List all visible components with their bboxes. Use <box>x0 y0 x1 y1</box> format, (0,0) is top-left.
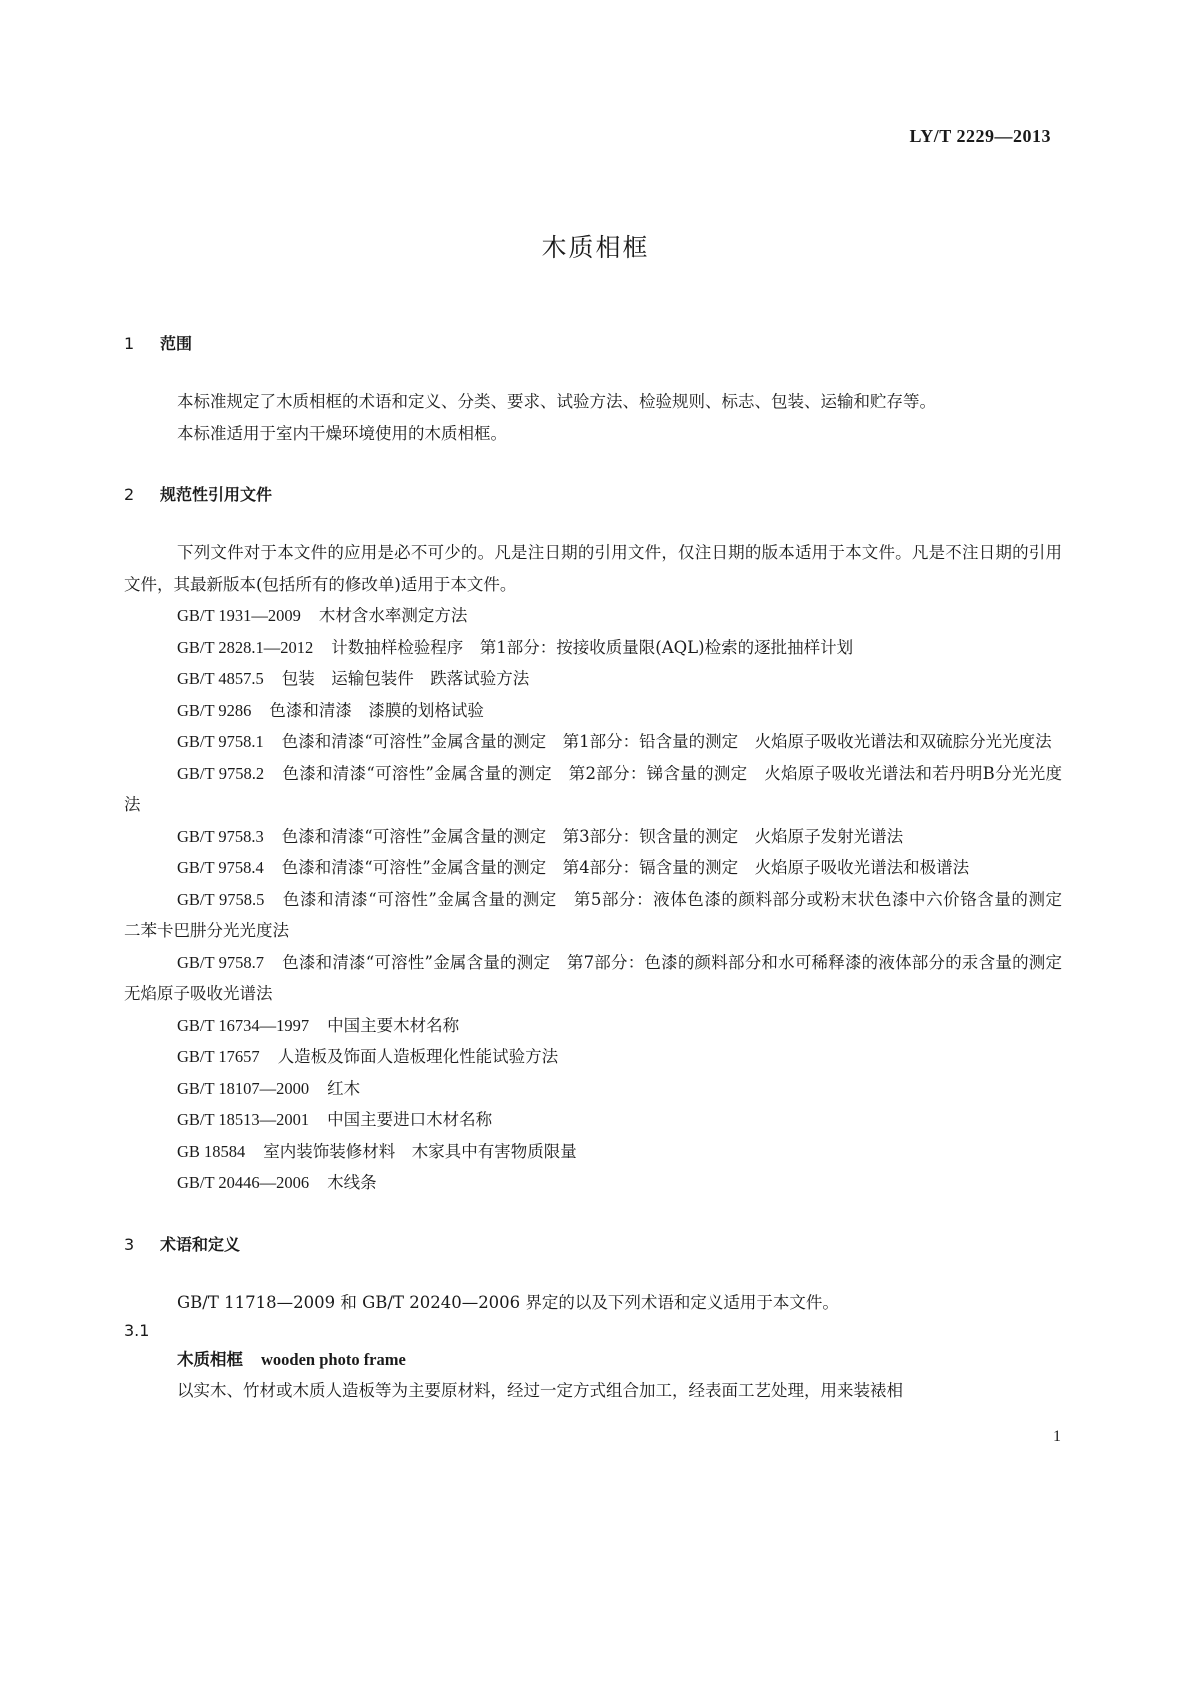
reference-item <box>124 947 1079 1010</box>
term-name <box>124 1344 1062 1375</box>
section-3-number: 3 <box>124 1234 135 1254</box>
reference-item <box>124 1136 1062 1168</box>
reference-item <box>124 600 1062 632</box>
term-name-en: wooden photo frame <box>261 1350 406 1369</box>
references-intro: 下列文件对于本文件的应用是必不可少的。凡是注日期的引用文件，仅注日期的版本适用于本文件。凡是不注日期的引用文件，其最新版本(包括所有的修改单)适用于本文件。 <box>124 543 1062 594</box>
reference-code: GB/T 9758.5 <box>177 889 265 909</box>
reference-title: 计数抽样检验程序 第1部分：按接收质量限(AQL)检索的逐批抽样计划 <box>331 637 854 657</box>
terms-intro: GB/T 11718—2009 和 GB/T 20240—2006 界定的以及下列术语和定义适用于本文件。 <box>177 1292 839 1312</box>
reference-title: 色漆和清漆“可溶性”金属含量的测定 第1部分：铅含量的测定 火焰原子吸收光谱法和双硫腙分光光度法 <box>281 732 1052 751</box>
reference-code: GB/T 9758.3 <box>177 826 264 846</box>
reference-code: GB/T 2828.1—2012 <box>177 637 314 657</box>
reference-item <box>124 821 1062 853</box>
reference-item <box>124 852 1062 884</box>
reference-item <box>124 1104 1062 1136</box>
reference-title: 色漆和清漆“可溶性”金属含量的测定 第4部分：镉含量的测定 火焰原子吸收光谱法和极谱法 <box>281 858 970 877</box>
reference-title: 色漆和清漆“可溶性”金属含量的测定 第7部分：色漆的颜料部分和水可稀释漆的液体部分的汞含量的测定 无焰原子吸收光谱法 <box>124 952 1079 1003</box>
reference-list <box>124 600 1079 1199</box>
document-body <box>124 332 1079 1407</box>
scope-paragraph-1: 本标准规定了木质相框的术语和定义、分类、要求、试验方法、检验规则、标志、包装、运输和贮存等。 <box>177 392 936 411</box>
section-1-number: 1 <box>124 334 135 353</box>
reference-title: 中国主要木材名称 <box>327 1015 460 1035</box>
reference-title: 木线条 <box>327 1173 377 1192</box>
term-number: 3.1 <box>124 1321 150 1340</box>
reference-title: 色漆和清漆“可溶性”金属含量的测定 第2部分：锑含量的测定 火焰原子吸收光谱法和若丹明B分光光度法 <box>124 763 1062 814</box>
reference-item <box>124 1167 1062 1199</box>
reference-code: GB/T 9758.7 <box>177 952 264 972</box>
document-title: 木质相框 <box>541 233 650 262</box>
reference-title: 木材含水率测定方法 <box>318 606 468 625</box>
reference-code: GB 18584 <box>177 1141 246 1161</box>
reference-item <box>124 1041 1062 1073</box>
reference-code: GB/T 17657 <box>177 1047 260 1066</box>
page-number: 1 <box>1053 1428 1061 1445</box>
term-name-cn: 木质相框 <box>177 1350 243 1369</box>
reference-item <box>124 663 1062 695</box>
reference-code: GB/T 9758.4 <box>177 858 264 877</box>
section-3-heading <box>124 1233 1062 1257</box>
reference-item <box>124 1073 1062 1105</box>
reference-title: 人造板及饰面人造板理化性能试验方法 <box>277 1047 559 1066</box>
scope-paragraph-2: 本标准适用于室内干燥环境使用的木质相框。 <box>177 423 507 443</box>
reference-code: GB/T 18107—2000 <box>177 1078 310 1098</box>
reference-title: 包装 运输包装件 跌落试验方法 <box>281 669 530 688</box>
reference-title: 中国主要进口木材名称 <box>327 1110 493 1129</box>
reference-code: GB/T 18513—2001 <box>177 1110 310 1129</box>
section-1-heading <box>124 332 1062 356</box>
reference-code: GB/T 4857.5 <box>177 669 264 688</box>
reference-title: 红木 <box>327 1078 361 1098</box>
section-2-heading <box>124 483 1062 507</box>
section-2-number: 2 <box>124 485 135 504</box>
reference-code: GB/T 9758.1 <box>177 732 264 751</box>
reference-title: 色漆和清漆 漆膜的划格试验 <box>269 700 484 720</box>
reference-code: GB/T 20446—2006 <box>177 1173 310 1192</box>
term-definition: 以实木、竹材或木质人造板等为主要原材料，经过一定方式组合加工，经表面工艺处理，用来装裱相 <box>177 1381 903 1400</box>
reference-code: GB/T 9286 <box>177 700 252 720</box>
reference-title: 色漆和清漆“可溶性”金属含量的测定 第3部分：钡含量的测定 火焰原子发射光谱法 <box>281 826 904 846</box>
reference-item <box>124 695 1062 727</box>
reference-code: GB/T 9758.2 <box>177 763 265 783</box>
reference-item <box>124 884 1079 947</box>
standard-number: LY/T 2229—2013 <box>909 126 1051 146</box>
reference-code: GB/T 1931—2009 <box>177 606 301 625</box>
section-2-title: 规范性引用文件 <box>160 485 273 504</box>
reference-item <box>124 632 1062 664</box>
section-3-title: 术语和定义 <box>160 1234 241 1254</box>
reference-item <box>124 758 1062 821</box>
reference-item <box>124 1010 1062 1042</box>
reference-title: 室内装饰装修材料 木家具中有害物质限量 <box>263 1141 577 1161</box>
reference-item <box>124 726 1062 758</box>
section-1-title: 范围 <box>160 334 193 353</box>
reference-title: 色漆和清漆“可溶性”金属含量的测定 第5部分：液体色漆的颜料部分或粉末状色漆中六价铬含量的测定 二苯卡巴肼分光光度法 <box>124 889 1079 940</box>
reference-code: GB/T 16734—1997 <box>177 1015 310 1035</box>
